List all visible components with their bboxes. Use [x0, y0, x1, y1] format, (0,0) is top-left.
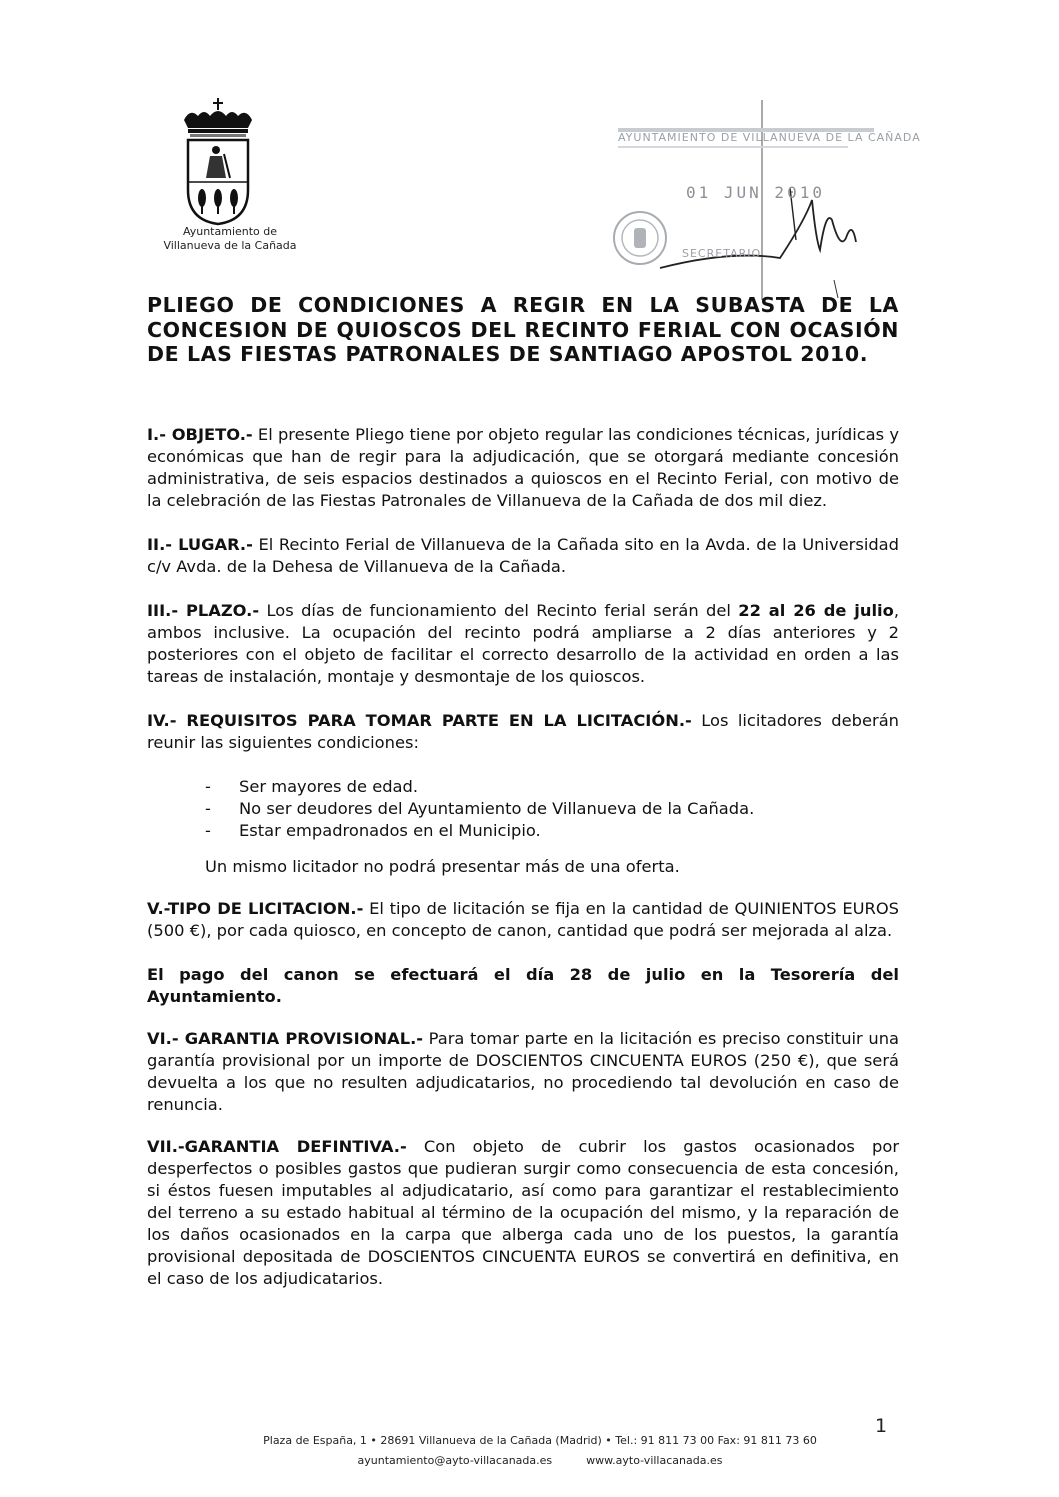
footer-contact	[150, 1454, 930, 1467]
requirement-text: Estar empadronados en el Municipio.	[239, 821, 541, 840]
section-garantia-provisional-text: Para tomar parte en la licitación es preciso constituir una garantía provisional por un importe de DOSCIENTOS CINCUENTA EUROS (250 €), que será devuelta a los que no resulten adjudicatarios, no procediendo tal devolución en caso de renuncia.	[147, 1029, 899, 1114]
document-body	[147, 424, 899, 1290]
organization-line-2: Villanueva de la Cañada	[163, 239, 297, 252]
requirements-list	[147, 776, 899, 842]
section-tipo	[147, 898, 899, 942]
section-plazo-heading: III.- PLAZO.-	[147, 601, 260, 620]
list-item: - No ser deudores del Ayuntamiento de Villanueva de la Cañada.	[205, 799, 755, 818]
requirement-text: Ser mayores de edad.	[239, 777, 419, 796]
organization-line-1: Ayuntamiento de	[182, 225, 278, 238]
stamp-secretary-text: SECRETARIO	[682, 247, 762, 260]
section-plazo-text-after: , ambos inclusive. La ocupación del recinto podrá ampliarse a 2 días anteriores y 2 posteriores con el objeto de facilitar el correcto desarrollo de la actividad en orden a las tareas de instalación, montaje y desmontaje de los quioscos.	[147, 601, 899, 686]
section-tipo-heading: V.-TIPO DE LICITACION.-	[147, 899, 364, 918]
section-requisitos-heading: IV.- REQUISITOS PARA TOMAR PARTE EN LA LICITACIÓN.-	[147, 711, 692, 730]
stamp-date: 01 JUN 2010	[686, 183, 825, 202]
section-garantia-provisional	[147, 1028, 899, 1116]
section-garantia-definitiva-heading: VII.-GARANTIA DEFINTIVA.-	[147, 1137, 407, 1156]
section-lugar-text: El Recinto Ferial de Villanueva de la Cañada sito en la Avda. de la Universidad c/v Avda. de la Dehesa de Villanueva de la Cañada.	[147, 535, 899, 576]
section-garantia-provisional-heading: VI.- GARANTIA PROVISIONAL.-	[147, 1029, 424, 1048]
stamp-organization-text: AYUNTAMIENTO DE VILLANUEVA DE LA CAÑADA	[618, 131, 921, 144]
section-lugar	[147, 534, 899, 578]
section-plazo-dates: 22 al 26 de julio	[738, 601, 894, 620]
requirement-text: No ser deudores del Ayuntamiento de Villanueva de la Cañada.	[239, 799, 755, 818]
section-garantia-definitiva-text: Con objeto de cubrir los gastos ocasionados por desperfectos o posibles gastos que pudieran surgir como consecuencia de esta concesión, si éstos fuesen imputables al adjudicatario, así como para garantizar el restablecimiento del terreno a su estado habitual al término de la ocupación del mismo, y la reparación de los daños ocasionados en la carpa que alberga cada uno de los puestos, la garantía provisional depositada de DOSCIENTOS CINCUENTA EUROS se convertirá en definitiva, en el caso de los adjudicatarios.	[147, 1137, 900, 1288]
section-objeto-text: El presente Pliego tiene por objeto regular las condiciones técnicas, jurídicas y económicas que han de regir para la adjudicación, que se otorgará mediante concesión administrativa, de seis espacios destinados a quioscos en el Recinto Ferial, con motivo de la celebración de las Fiestas Patronales de Villanueva de la Cañada de dos mil diez.	[147, 425, 899, 510]
footer-address: Plaza de España, 1 • 28691 Villanueva de la Cañada (Madrid) • Tel.: 91 811 73 00 Fax: 91 811 73 60	[263, 1434, 817, 1447]
section-objeto	[147, 424, 899, 512]
section-objeto-heading: I.- OBJETO.-	[147, 425, 253, 444]
section-garantia-definitiva	[147, 1136, 899, 1290]
municipal-crest-logo	[178, 98, 258, 226]
section-lugar-heading: II.- LUGAR.-	[147, 535, 253, 554]
organization-name	[160, 225, 300, 253]
section-requisitos-text: Los licitadores deberán reunir las siguientes condiciones:	[147, 711, 899, 752]
footer-email-link[interactable]: ayuntamiento@ayto-villacanada.es	[357, 1454, 553, 1467]
page-number: 1	[875, 1415, 888, 1437]
section-plazo-text-before: Los días de funcionamiento del Recinto ferial serán del	[259, 601, 739, 620]
section-plazo	[147, 600, 899, 688]
document-title: PLIEGO DE CONDICIONES A REGIR EN LA SUBASTA DE LA CONCESION DE QUIOSCOS DEL RECINTO FERIAL CON OCASIÓN DE LAS FIESTAS PATRONALES DE SANTIAGO APOSTOL 2010.	[147, 293, 899, 366]
section-requisitos	[147, 710, 899, 754]
footer-web-link[interactable]: www.ayto-villacanada.es	[586, 1454, 723, 1467]
payment-statement: El pago del canon se efectuará el día 28 de julio en la Tesorería del Ayuntamiento.	[147, 965, 899, 1006]
list-item: - Estar empadronados en el Municipio.	[205, 821, 541, 840]
requisitos-note: Un mismo licitador no podrá presentar más de una oferta.	[205, 857, 680, 876]
list-item: - Ser mayores de edad.	[205, 777, 419, 796]
section-tipo-text: El tipo de licitación se fija en la cantidad de QUINIENTOS EUROS (500 €), por cada quiosco, en concepto de canon, cantidad que podrá ser mejorada al alza.	[147, 899, 900, 940]
